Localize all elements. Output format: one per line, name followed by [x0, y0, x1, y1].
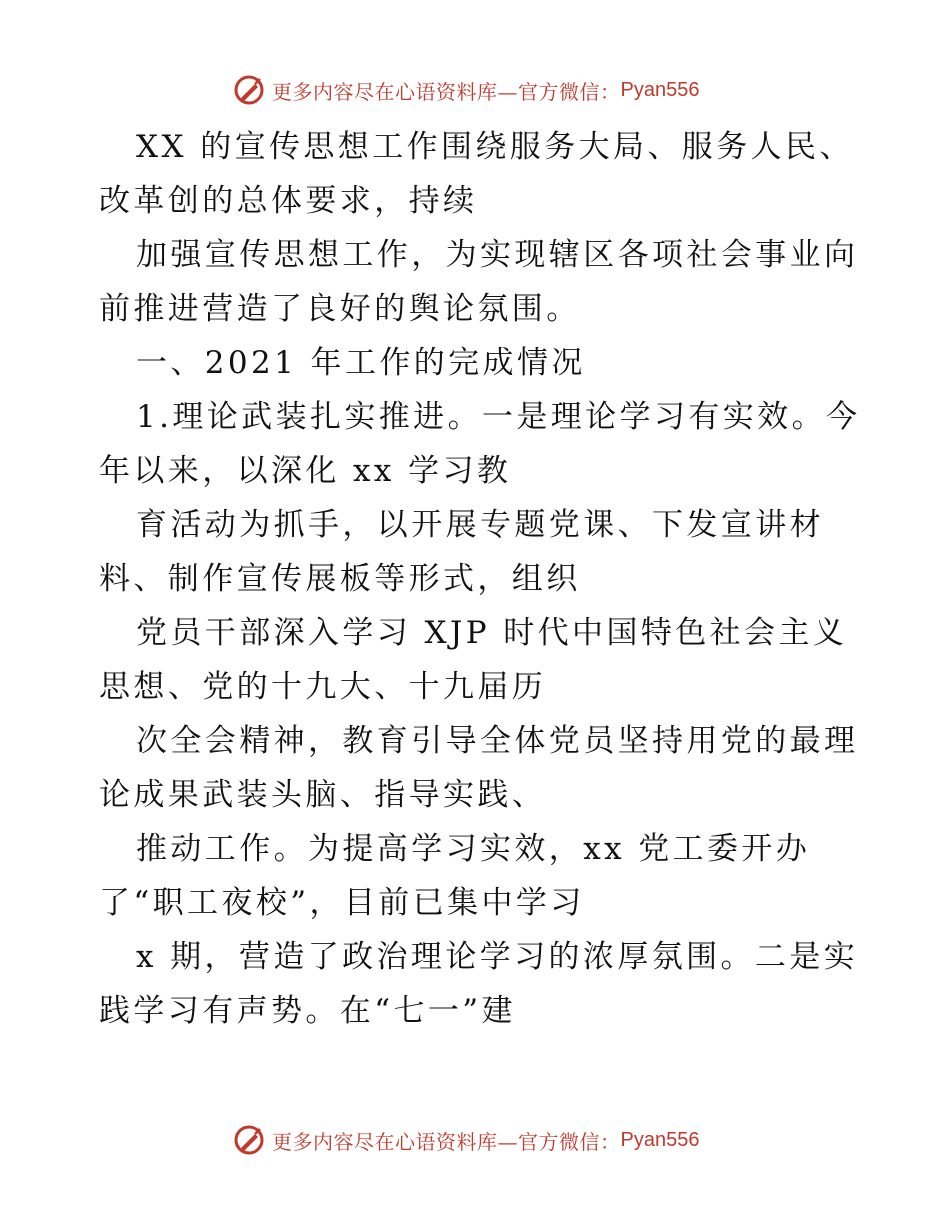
text-line: 加强宣传思想工作，为实现辖区各项社会事业向 [136, 237, 859, 273]
watermark-id: Pyan556 [620, 1128, 700, 1151]
text-line: 推动工作。为提高学习实效，xx 党工委开办 [136, 831, 811, 867]
text-line: 1.理论武装扎实推进。一是理论学习有实效。今 [136, 399, 861, 435]
text-line: 党员干部深入学习 XJP 时代中国特色社会主义 [136, 615, 848, 651]
watermark-text: 更多内容尽在心语资料库—官方微信： [272, 1129, 621, 1154]
watermark-text: 更多内容尽在心语资料库—官方微信： [272, 79, 621, 104]
text-line: 思想、党的十九大、十九届历 [99, 669, 547, 705]
text-line: x 期，营造了政治理论学习的浓厚氛围。二是实 [136, 939, 859, 975]
text-line: 践学习有声势。在“七一”建 [99, 993, 516, 1029]
text-line: 了“职工夜校”，目前已集中学习 [99, 885, 585, 921]
text-line: 前推进营造了良好的舆论氛围。 [99, 291, 581, 327]
footer-watermark [232, 1122, 699, 1158]
text-line: XX 的宣传思想工作围绕服务大局、服务人民、 [136, 129, 854, 165]
header-watermark [232, 72, 699, 108]
document-body [99, 120, 889, 1038]
pen-logo-icon [232, 1123, 266, 1157]
text-line: 改革创的总体要求，持续 [99, 183, 478, 219]
text-line: 育活动为抓手，以开展专题党课、下发宣讲材 [136, 507, 824, 543]
watermark-id: Pyan556 [620, 78, 700, 101]
text-line: 次全会精神，教育引导全体党员坚持用党的最理 [136, 723, 859, 759]
text-line: 论成果武装头脑、指导实践、 [99, 777, 547, 813]
text-line: 料、制作宣传展板等形式，组织 [99, 561, 581, 597]
pen-logo-icon [232, 73, 266, 107]
section-heading: 一、2021 年工作的完成情况 [136, 345, 586, 381]
text-line: 年以来，以深化 xx 学习教 [99, 453, 512, 489]
